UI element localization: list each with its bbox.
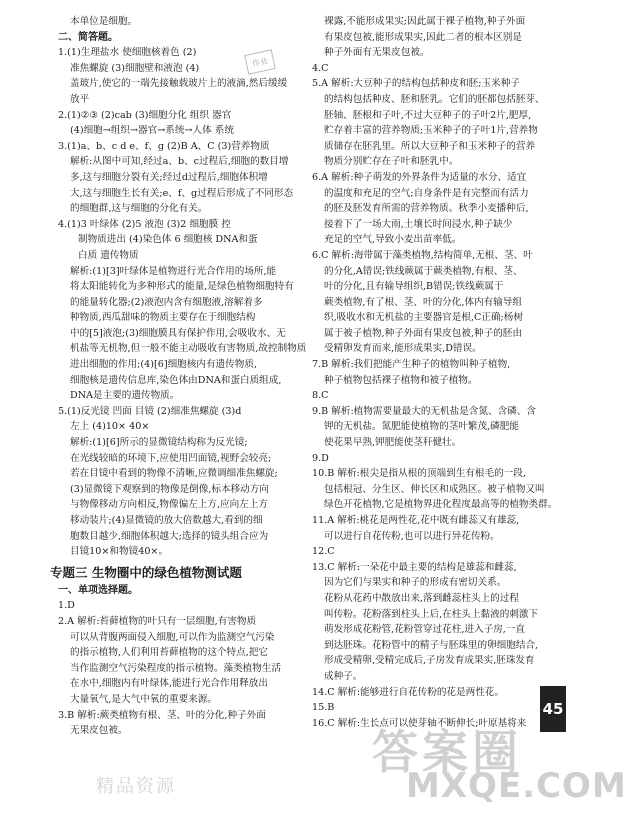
text-line: 3.(1)a、b、c d e、f、g (2)B A、C (3)营养物质 xyxy=(58,140,270,152)
text-line: 2.A 解析:苔藓植物的叶只有一层细胞,有害物质 xyxy=(58,615,257,627)
text-line: 当作监测空气污染程度的指示植物。藻类植物生活 xyxy=(70,662,282,674)
text-line: 胞数目越少,细胞体积越大;选择的镜头组合应为 xyxy=(70,530,269,542)
text-line: DNA是主要的遗传物质。 xyxy=(70,390,180,402)
text-line: 9.D xyxy=(312,452,329,464)
text-line: (4)细胞→组织→器官→系统→人体 系统 xyxy=(70,125,234,137)
text-line: 种子外面有无果皮包被。 xyxy=(324,47,430,59)
text-line: 钾的无机盐。氮肥能使植物的茎叶繁茂,磷肥能 xyxy=(324,421,519,433)
text-line: 盖玻片,使它的一端先接触载玻片上的液滴,然后缓缓 xyxy=(70,78,288,90)
text-line: 的温度和充足的空气;自身条件是有完整而有活力 xyxy=(324,187,529,199)
text-line: (3)显微镜下观察到的物像是倒像,标本移动方向 xyxy=(70,483,269,495)
text-line: 14.C 解析:能够进行自花传粉的花是两性花。 xyxy=(312,686,504,698)
text-line: 1.(1)生理盐水 使细胞核着色 (2) xyxy=(58,47,197,59)
text-line: 接着下了一场大雨,土壤长时间浸水,种子缺少 xyxy=(324,218,513,230)
text-line: 10.B 解析:根尖是指从根的顶端到生有根毛的一段, xyxy=(312,468,526,480)
text-line: 9.B 解析:植物需要量最大的无机盐是含氮、含磷、含 xyxy=(312,405,536,417)
text-line: 6.A 解析:种子萌发的外界条件为适量的水分、适宜 xyxy=(312,171,527,183)
text-line: 的分化,A错误;铁线蕨属于蕨类植物,有根、茎、 xyxy=(324,265,523,277)
text-line: 因为它们与果实和种子的形成有密切关系。 xyxy=(324,577,507,589)
text-line: 2.(1)②③ (2)cab (3)细胞分化 组织 器官 xyxy=(58,109,232,121)
text-line: 4.C xyxy=(312,62,329,74)
text-line: 织,吸收水和无机盐的主要器官是根,C正确;杨树 xyxy=(324,312,523,324)
section-heading: 一、单项选择题。 xyxy=(58,584,138,596)
text-line: 贮存着丰富的营养物质;玉米种子的子叶1片,营养物 xyxy=(324,125,538,137)
text-line: 1.D xyxy=(58,600,75,612)
text-line: 可以进行自花传粉,也可以进行异花传粉。 xyxy=(324,530,500,542)
text-line: 叶的分化,且有输导组织,B错误;铁线蕨属于 xyxy=(324,281,504,293)
text-line: 物质分别贮存在子叶和胚乳中。 xyxy=(324,156,459,168)
watermark-logo xyxy=(372,716,627,812)
text-line: 可以从背腹两面侵入细胞,可以作为监测空气污染 xyxy=(70,631,275,643)
text-line: 裸露,不能形成果实;因此属于裸子植物,种子外面 xyxy=(324,16,526,27)
text-line: 7.B 解析:我们把能产生种子的植物叫种子植物, xyxy=(312,359,511,371)
text-line: 无果皮包被。 xyxy=(70,725,128,737)
page-number: 45 xyxy=(540,686,566,732)
text-line: 本单位是细胞。 xyxy=(70,16,138,27)
text-line: 受精卵发育而来,能形成果实,D错误。 xyxy=(324,343,482,355)
text-line: 13.C 解析:一朵花中最主要的结构是雄蕊和雌蕊, xyxy=(312,561,517,573)
text-line: 3.B 解析:蕨类植物有根、茎、叶的分化,种子外面 xyxy=(58,709,266,721)
text-line: 叫传粉。花粉落到柱头上后,在柱头上黏液的刺激下 xyxy=(324,608,539,620)
left-column xyxy=(50,14,307,739)
text-line: 到达胚珠。花粉管中的精子与胚珠里的卵细胞结合, xyxy=(324,639,539,651)
text-line: 机盐等无机物,但一般不能主动吸收有害物质,故控制物质 xyxy=(70,343,307,355)
text-line: 萌发形成花粉管,花粉管穿过花柱,进入子房,一直 xyxy=(324,624,526,636)
text-line: 在光线较暗的环境下,应使用凹面镜,视野会较亮; xyxy=(70,452,272,464)
text-line: 充足的空气,导致小麦出苗率低。 xyxy=(324,234,462,246)
text-line: 与物像移动方向相反,物像偏左上方,应向左上方 xyxy=(70,499,268,511)
text-line: 大量氧气,是大气中氧的重要来源。 xyxy=(70,693,217,705)
text-line: 属于被子植物,种子外面有果皮包被,种子的胚由 xyxy=(324,327,522,339)
text-line: 胚轴、胚根和子叶,不过大豆种子的子叶2片,肥厚, xyxy=(324,109,532,121)
text-line: 解析:(1)[6]所示的显微镜结构称为反光镜; xyxy=(70,437,248,449)
handwritten-note: 作业 xyxy=(244,49,276,74)
text-line: 花粉从花药中散放出来,落到雌蕊柱头上的过程 xyxy=(324,592,519,604)
text-line: 多,这与细胞分裂有关;经过d过程后,细胞体积增 xyxy=(70,171,268,183)
text-line: 质储存在胚乳里。所以大豆种子和玉米种子的营养 xyxy=(324,140,536,152)
text-line: 的细胞群,这与细胞的分化有关。 xyxy=(70,203,208,215)
text-line: 若在目镜中看到的物像不清晰,应微调细准焦螺旋; xyxy=(70,468,278,480)
text-line: 的能量转化器;(2)液泡内含有细胞液,溶解着多 xyxy=(70,296,263,308)
text-line: 种子植物包括裸子植物和被子植物。 xyxy=(324,374,478,386)
text-line: 目镜10×和物镜40×。 xyxy=(70,546,169,558)
text-line: 细胞核是遗传信息库,染色体由DNA和蛋白质组成, xyxy=(70,374,282,386)
text-line: 8.C xyxy=(312,390,329,402)
text-line: 在水中,细胞内有叶绿体,能进行光合作用释放出 xyxy=(70,678,268,690)
text-line: 左上 (4)10× 40× xyxy=(70,421,150,433)
text-line: 大,这与细胞生长有关;e、f、g过程后形成了不同形态 xyxy=(70,187,294,199)
text-line: 12.C xyxy=(312,546,335,558)
text-line: 形成受精卵,受精完成后,子房发育成果实,胚珠发育 xyxy=(324,655,535,667)
text-line: 准焦螺旋 (3)细胞壁和液泡 (4) xyxy=(70,62,200,74)
text-line: 绿色开花植物,它是植物界进化程度最高等的植物类群。 xyxy=(324,499,558,511)
text-line: 放平 xyxy=(70,93,90,105)
text-line: 有果皮包被,能形成果实,因此二者的根本区别是 xyxy=(324,31,522,43)
text-line: 中的[5]液泡;(3)细胞膜具有保护作用,会吸收水、无 xyxy=(70,327,286,339)
text-line: 包括根冠、分生区、伸长区和成熟区。被子植物又叫 xyxy=(324,483,545,495)
text-line: 成种子。 xyxy=(324,670,363,682)
text-line: 进出细胞的作用;(4)[6]细胞核内有遗传物质, xyxy=(70,359,257,371)
text-line: 5.(1)反光镜 凹面 目镜 (2)细准焦螺旋 (3)d xyxy=(58,405,242,417)
watermark-text: 精品资源 xyxy=(96,776,176,797)
text-line: 11.A 解析:桃花是两性花,花中既有雌蕊又有雄蕊, xyxy=(312,515,520,526)
text-line: 移动装片;(4)显微镜的放大倍数越大,看到的细 xyxy=(70,515,263,526)
watermark-logo-en: MXQE.COM xyxy=(406,766,627,806)
text-line: 使花果早熟,钾肥能使茎秆健壮。 xyxy=(324,437,462,449)
text-line: 6.C 解析:海带属于藻类植物,结构简单,无根、茎、叶 xyxy=(312,249,533,261)
watermark-logo-cn: 答案圈 xyxy=(372,725,522,779)
text-line: 的指示植物,人们利用苔藓植物的这个特点,把它 xyxy=(70,647,268,659)
text-line: 白质 遗传物质 xyxy=(78,249,139,261)
text-line: 种物质,西瓜甜味的物质主要存在于细胞结构 xyxy=(70,312,256,324)
text-line: 蕨类植物,有了根、茎、叶的分化,体内有输导组 xyxy=(324,296,522,308)
section-heading: 二、简答题。 xyxy=(58,31,118,43)
text-line: 制物质进出 (4)染色体 6 细胞核 DNA和蛋 xyxy=(78,234,258,246)
text-line: 将太阳能转化为多种形式的能量,是绿色植物细胞特有 xyxy=(70,281,294,293)
text-line: 的胚及胚发育所需的营养物质。秋季小麦播种后, xyxy=(324,203,529,215)
text-line: 15.B xyxy=(312,702,335,714)
text-line: 解析:(1)[3]叶绿体是植物进行光合作用的场所,能 xyxy=(70,265,277,277)
text-line: 解析:从图中可知,经过a、b、c过程后,细胞的数目增 xyxy=(70,156,289,168)
topic-title: 专题三 生物圈中的绿色植物测试题 xyxy=(50,564,242,580)
text-line: 的结构包括种皮、胚和胚乳。它们的胚都包括胚芽、 xyxy=(324,93,545,105)
text-line: 4.(1)3 叶绿体 (2)5 液泡 (3)2 细胞膜 控 xyxy=(58,218,231,230)
text-line: 16.C 解析:生长点可以使芽轴不断伸长;叶原基将来 xyxy=(312,717,527,729)
text-line: 5.A 解析:大豆种子的结构包括种皮和胚;玉米种子 xyxy=(312,78,520,90)
